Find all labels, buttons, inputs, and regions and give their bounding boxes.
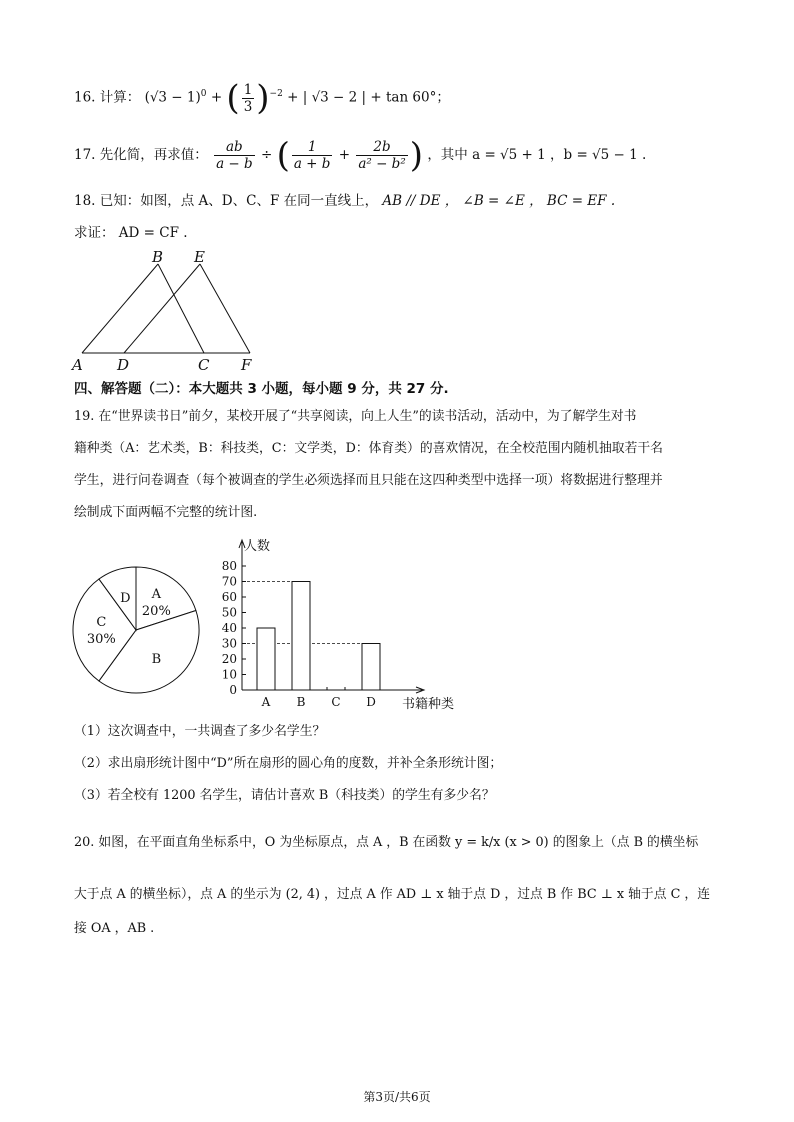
q17-f1-num: ab (214, 139, 255, 156)
segment-EF (200, 264, 250, 353)
q16-expr-b: + | √3 − 2 | + tan 60°； (287, 89, 450, 106)
bar-category-label: A (261, 695, 271, 709)
q19-sub-1: （1）这次调查中，一共调查了多少名学生？ (74, 724, 326, 739)
bar-xlabel: 书籍种类 (402, 697, 455, 712)
q19-line-2: 籍种类（A：艺术类，B：科技类，C：文学类，D：体育类）的喜欢情况，在全校范围内随机抽取若干名 (74, 441, 663, 456)
pie-label-B: B (151, 652, 162, 668)
bar-category-label: C (331, 695, 341, 709)
pie-label-D: D (120, 591, 131, 607)
point-label-E: E (194, 248, 205, 266)
q16-frac-num: 1 (243, 81, 253, 98)
pie-chart (66, 560, 206, 700)
q16-fraction (242, 82, 255, 115)
bar-ytick-label: 0 (229, 683, 237, 697)
q18-prove-text: 求证： AD = CF . (74, 225, 188, 241)
q16-frac-den: 3 (243, 98, 253, 115)
q17-paren-l: ( (276, 135, 290, 176)
q17-plus: + (338, 147, 351, 163)
page-number: 第3页/共6页 (363, 1090, 431, 1104)
segment-BC (158, 264, 204, 353)
q20-line-3: 接 OA ，AB . (74, 921, 155, 936)
bar-ylabel: 人数 (244, 539, 271, 554)
q20-line-2: 大于点 A 的横坐标），点 A 的坐示为 (2, 4) ，过点 A 作 AD ⊥ x 轴于点 D ，过点 B 作 BC ⊥ x 轴于点 C ，连 (74, 887, 711, 902)
bar-category-label: B (296, 695, 306, 709)
q19-sub-2: （2）求出扇形统计图中“D”所在扇形的圆心角的度数，并补全条形统计图； (74, 756, 503, 771)
q17-paren-r: ) (409, 135, 424, 176)
pie-label-A: A (151, 586, 162, 602)
bar-B (292, 582, 310, 691)
question-18-line1 (74, 190, 615, 212)
bar-ytick-label: 50 (221, 605, 237, 620)
point-label-D: D (117, 356, 130, 374)
bar-category-label: D (366, 695, 376, 709)
bar-ytick-label: 60 (221, 590, 237, 604)
question-16 (74, 74, 450, 118)
q16-expr-a: (√3 − 1) (144, 89, 201, 106)
point-label-C: C (198, 356, 210, 374)
bar-A (257, 628, 275, 690)
q19-sub-3: （3）若全校有 1200 名学生，请估计喜欢 B（科技类）的学生有多少名？ (74, 788, 495, 803)
q17-label: 17. 先化简，再求值： (74, 147, 208, 163)
segment-DE (124, 264, 200, 353)
bar-ytick-label: 80 (221, 559, 237, 573)
q17-f2-den: a + b (293, 156, 331, 172)
question-17 (74, 133, 646, 177)
point-label-B: B (152, 248, 164, 266)
q19-line-3: 学生，进行问卷调查（每个被调查的学生必须选择而且只能在这四种类型中选择一项）将数据进行整理并 (74, 473, 663, 488)
q17-f1-den: a − b (216, 156, 253, 172)
q18-condition: AB // DE ， ∠B = ∠E ， BC = EF . (382, 193, 616, 209)
segment-AB (82, 264, 158, 353)
bar-ytick-label: 70 (221, 574, 237, 589)
q19-line-4: 绘制成下面两幅不完整的统计图. (74, 505, 258, 520)
pie-percent-A: 20% (141, 603, 171, 619)
q17-div: ÷ (260, 147, 273, 163)
q17-fraction-1 (214, 139, 255, 172)
question-18-prove (74, 222, 188, 244)
q16-paren-r: ) (256, 78, 270, 118)
q20-line-1: 20. 如图，在平面直角坐标系中，O 为坐标原点，点 A ，B 在函数 y = k/x (x > 0) 的图象上（点 B 的横坐标 (74, 835, 699, 850)
pie-percent-C: 30% (86, 632, 116, 647)
bar-ytick-label: 20 (221, 652, 237, 666)
point-label-F: F (241, 356, 252, 374)
bar-ytick-label: 40 (221, 621, 237, 635)
bar-chart (212, 534, 472, 714)
q17-fraction-2 (292, 139, 333, 172)
q17-fraction-3 (356, 139, 407, 172)
q18-figure (68, 246, 268, 376)
q18-text: 18. 已知：如图，点 A、D、C、F 在同一直线上， (74, 193, 379, 209)
pie-label-C: C (96, 615, 107, 630)
bar-ytick-label: 10 (221, 667, 237, 682)
q19-line-1: 19. 在“世界读书日”前夕，某校开展了“共享阅读，向上人生”的读书活动，活动中，为了解学生对书 (74, 409, 637, 424)
q17-f3-num: 2b (356, 139, 407, 156)
q17-tail: ，其中 a = √5 + 1 ，b = √5 − 1 . (427, 147, 647, 163)
point-label-A: A (72, 356, 83, 374)
q16-label: 16. 计算： (74, 89, 141, 106)
bar-ytick-label: 30 (221, 636, 237, 651)
q17-f3-den: a² − b² (358, 156, 406, 172)
q16-exp0: 0 (200, 89, 207, 99)
q16-paren-l: ( (226, 78, 240, 118)
q16-plus: + (210, 89, 223, 106)
q16-exp-neg2: −2 (269, 89, 283, 99)
bar-D (362, 644, 380, 691)
q17-f2-num: 1 (292, 139, 333, 156)
section-4-heading: 四、解答题（二）：本大题共 3 小题，每小题 9 分，共 27 分. (74, 381, 449, 397)
